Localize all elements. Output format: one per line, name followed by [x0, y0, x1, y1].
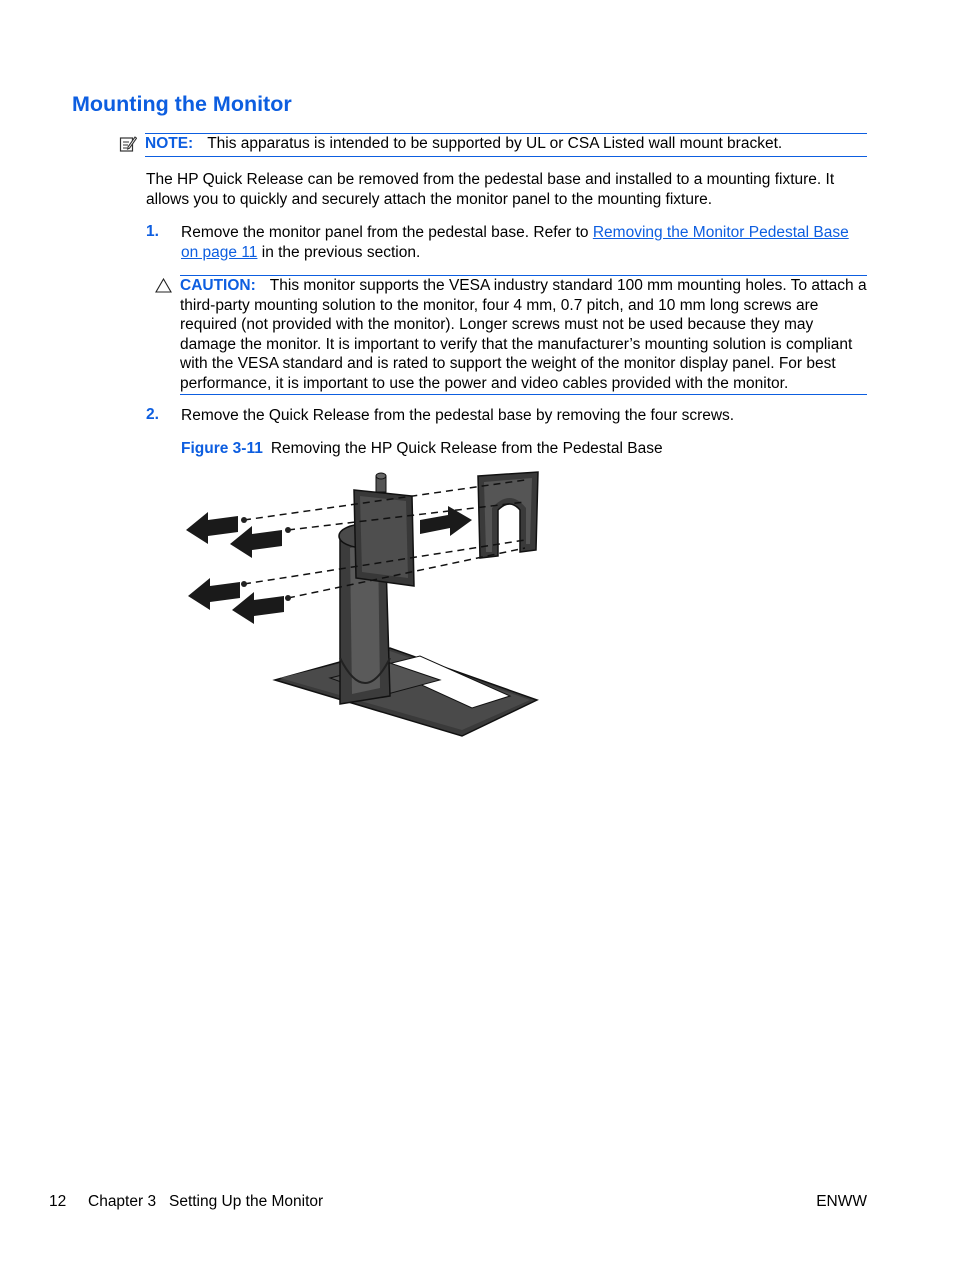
quick-release-plate	[354, 473, 414, 586]
caution-label: CAUTION:	[180, 277, 256, 294]
note-box	[145, 133, 867, 157]
footer-chapter: Chapter 3 Setting Up the Monitor	[88, 1193, 324, 1210]
page-title: Mounting the Monitor	[72, 92, 292, 116]
step-1-after: in the previous section.	[257, 243, 421, 261]
pedestal-base	[275, 648, 537, 736]
step-2-number: 2.	[146, 406, 159, 423]
figure-caption-text: Removing the HP Quick Release from the Pedestal Base	[270, 440, 663, 457]
page-footer	[49, 1193, 867, 1211]
footer-right: ENWW	[816, 1193, 867, 1210]
bracket-arrow	[420, 506, 472, 536]
caution-box	[180, 275, 867, 395]
step-1-before: Remove the monitor panel from the pedestal base. Refer to	[181, 224, 593, 241]
note-icon	[119, 135, 137, 153]
step-1-text	[181, 223, 867, 262]
page-number: 12	[49, 1193, 67, 1210]
figure-label: Figure 3-11	[181, 440, 263, 457]
figure-caption	[181, 440, 663, 458]
removing-pedestal-link[interactable]: Removing the Monitor Pedestal Base on page 11	[181, 224, 849, 261]
removal-arrows	[186, 512, 284, 624]
note-text: This apparatus is intended to be supported by UL or CSA Listed wall mount bracket.	[207, 135, 783, 152]
caution-text: This monitor supports the VESA industry standard 100 mm mounting holes. To attach a third-party mounting solution to the monitor, four 4 mm, 0.7 pitch, and 10 mm long screws are required (not provided with the monitor). Longer screws must not be used because they may damage the monitor. It is important to verify that the manufacturer’s mounting solution is compliant with the VESA standard and is rated to support the weight of the monitor display panel. For best performance, it is important to use the power and video cables provided with the monitor.	[180, 277, 867, 392]
step-1-number: 1.	[146, 223, 159, 240]
intro-paragraph: The HP Quick Release can be removed from the pedestal base and installed to a mounting fixture. It allows you to quickly and securely attach the monitor panel to the mounting fixture.	[146, 171, 835, 208]
step-2-text: Remove the Quick Release from the pedestal base by removing the four screws.	[181, 407, 735, 424]
note-label: NOTE:	[145, 135, 194, 152]
quick-release-illustration	[180, 468, 545, 743]
caution-triangle-icon	[155, 278, 172, 293]
